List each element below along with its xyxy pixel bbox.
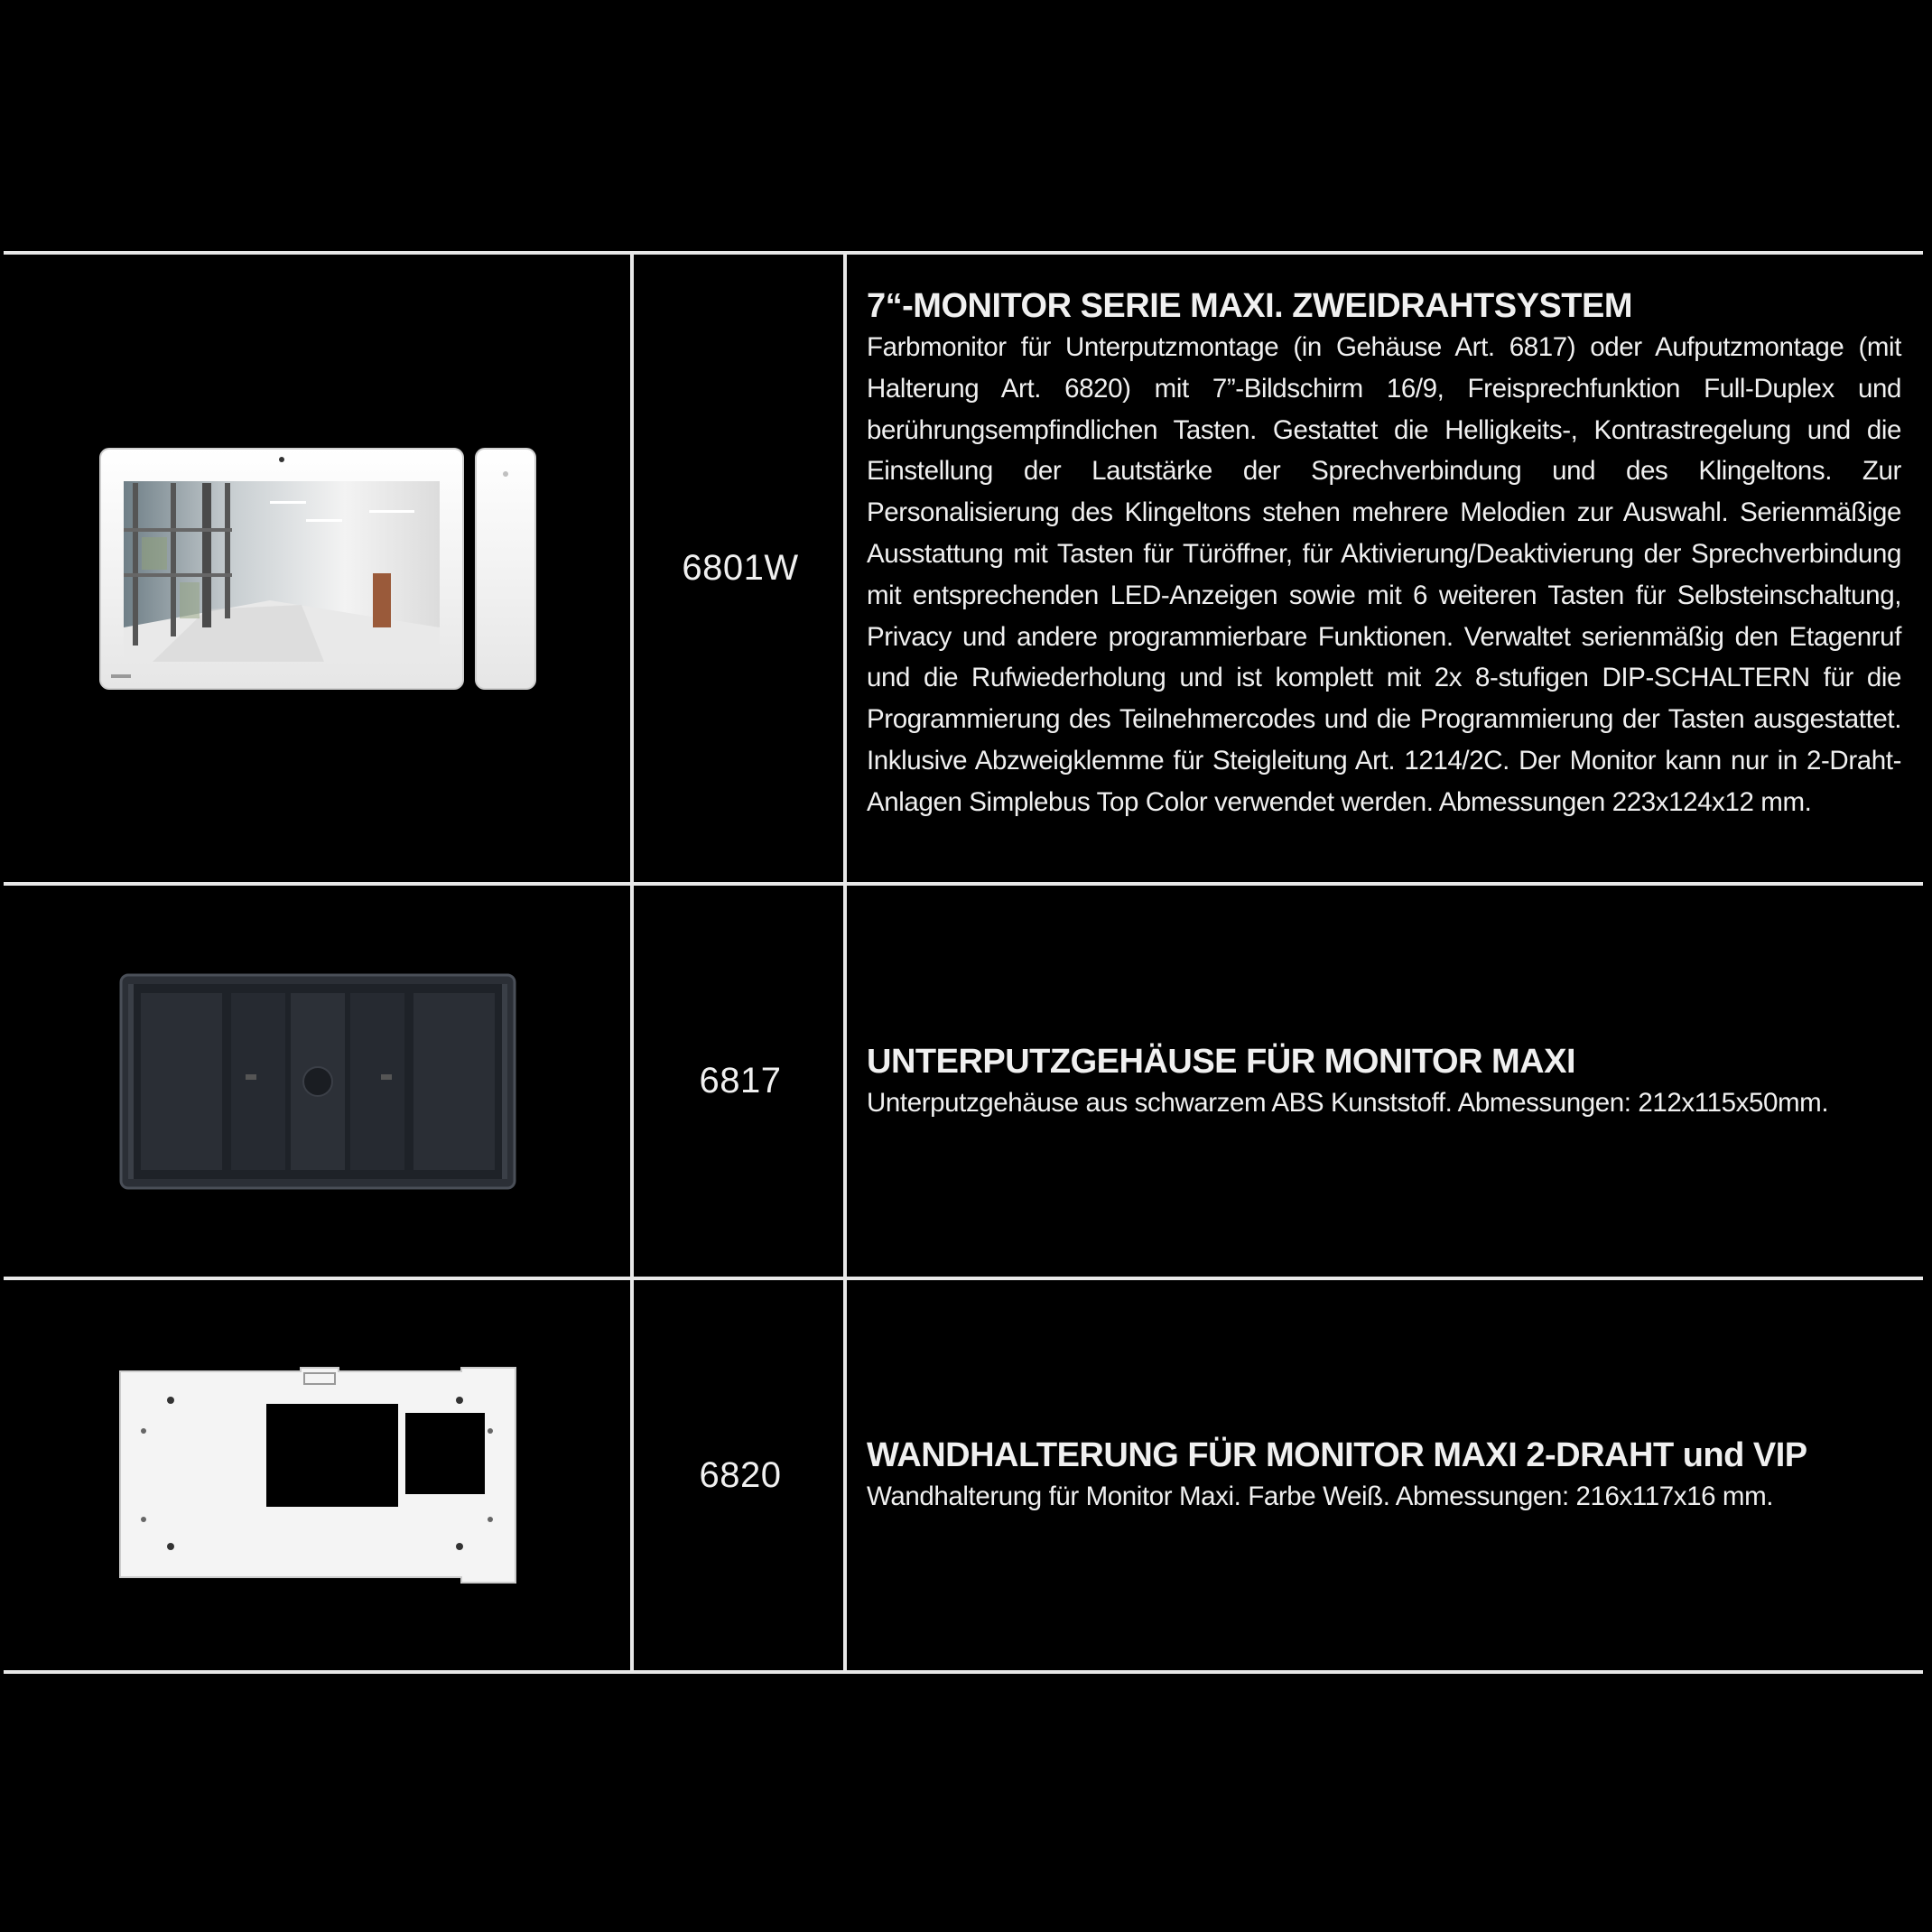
table-bottom-rule xyxy=(4,1670,1923,1674)
article-number: 6801W xyxy=(682,548,799,588)
product-description-cell xyxy=(867,1435,1901,1518)
product-description-cell xyxy=(867,285,1901,823)
product-image-cell xyxy=(4,886,632,1277)
article-number: 6820 xyxy=(699,1454,782,1495)
product-title: UNTERPUTZGEHÄUSE FÜR MONITOR MAXI xyxy=(867,1043,1576,1081)
flush-box-product-image xyxy=(119,973,516,1190)
product-image-cell xyxy=(4,255,632,882)
monitor-product-image xyxy=(98,447,537,691)
product-title: 7“-MONITOR SERIE MAXI. ZWEIDRAHTSYSTEM xyxy=(867,287,1633,325)
product-description: Unterputzgehäuse aus schwarzem ABS Kunststoff. Abmessungen: 212x115x50mm. xyxy=(867,1088,1829,1118)
product-description: Farbmonitor für Unterputzmontage (in Gehäuse Art. 6817) oder Aufputzmontage (mit Halterung Art. 6820) mit 7”-Bildschirm 16/9, Freisprechfunktion Full-Duplex und berührungsempfindlichen Tasten. Gestattet die Helligkeits-, Kontrastregelung und die Einstellung der Lautstärke der Sprechverbindung und des Klingeltons. Zur Personalisierung des Klingeltons stehen mehrere Melodien zur Auswahl. Serienmäßige Ausstattung mit Tasten für Türöffner, für Aktivierung/Deaktivierung der Sprechverbindung mit entsprechenden LED-Anzeigen sowie mit 6 weiteren Tasten für Selbsteinschaltung, Privacy und andere programmierbare Funktionen. Verwaltet serienmäßig den Etagenruf und die Rufwiederholung und ist komplett mit 2x 8-stufigen DIP-SCHALTERN für die Programmierung des Teilnehmercodes und die Programmierung der Tasten ausgestattet. Inklusive Abzweigklemme für Steigleitung Art. 1214/2C. Der Monitor kann nur in 2-Draht-Anlagen Simplebus Top Color verwendet werden. Abmessungen 223x124x12 mm. xyxy=(867,332,1901,817)
product-description: Wandhalterung für Monitor Maxi. Farbe Weiß. Abmessungen: 216x117x16 mm. xyxy=(867,1482,1774,1511)
product-title: WANDHALTERUNG FÜR MONITOR MAXI 2-DRAHT und VIP xyxy=(867,1436,1807,1474)
wall-bracket-product-image xyxy=(118,1366,517,1584)
product-description-cell xyxy=(867,1041,1901,1124)
product-image-cell xyxy=(4,1280,632,1670)
article-number: 6817 xyxy=(699,1061,782,1101)
